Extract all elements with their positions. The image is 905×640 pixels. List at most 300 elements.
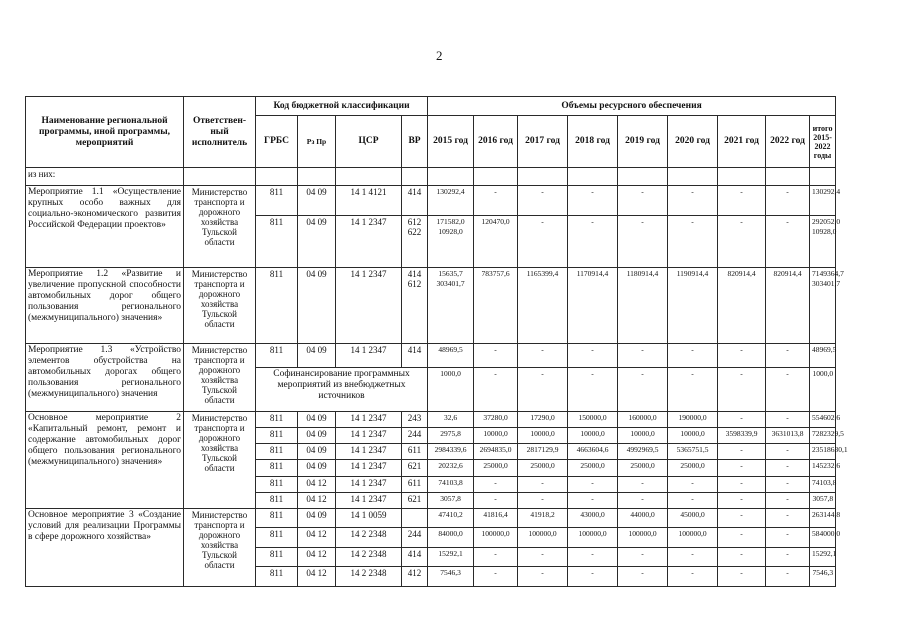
grbs-cell-line: 811 bbox=[269, 529, 284, 540]
year-cell bbox=[718, 547, 766, 567]
total-cell bbox=[810, 186, 841, 216]
year-cell-line: 2984339,6 bbox=[434, 445, 467, 455]
csr-cell bbox=[336, 508, 402, 528]
year-cell-line: - bbox=[740, 477, 743, 487]
grbs-cell-line: 811 bbox=[269, 269, 284, 279]
csr-cell bbox=[336, 428, 402, 444]
year-cell-line: 3057,8 bbox=[440, 493, 461, 503]
grbs-cell-line: 811 bbox=[269, 445, 284, 456]
executor: Министерство транспорта и дорожного хозяйства Тульской области bbox=[184, 186, 256, 268]
header-year: 2016 год bbox=[474, 116, 518, 168]
year-cell bbox=[428, 444, 474, 460]
year-cell-line: - bbox=[740, 509, 743, 519]
header-name: Наименование региональной программы, иной программы, мероприятий bbox=[26, 97, 184, 168]
year-cell bbox=[718, 508, 766, 528]
csr-cell bbox=[336, 268, 402, 344]
year-cell-line: - bbox=[591, 217, 594, 226]
total-cell bbox=[810, 508, 841, 528]
header-total: итого 2015-2022 годы bbox=[810, 116, 836, 168]
total-cell bbox=[810, 528, 841, 548]
year-cell bbox=[474, 528, 518, 548]
year-cell bbox=[518, 368, 568, 412]
rzpr-cell-line: 04 09 bbox=[306, 509, 327, 520]
year-cell bbox=[668, 508, 718, 528]
total-cell-line: 74103,8 bbox=[812, 477, 837, 487]
table-row bbox=[26, 268, 836, 344]
year-cell-line: 10000,0 bbox=[483, 429, 508, 439]
year-cell-line: 20232,6 bbox=[438, 461, 463, 471]
year-cell bbox=[474, 547, 518, 567]
csr-cell-line: 14 1 2347 bbox=[350, 345, 387, 355]
year-cell-line: 1190914,4 bbox=[676, 269, 709, 278]
year-cell-line: 100000,0 bbox=[481, 529, 510, 539]
year-cell-line: 2694835,0 bbox=[479, 445, 512, 455]
year-cell bbox=[518, 186, 568, 216]
year-cell-line: 1170914,4 bbox=[576, 269, 609, 278]
year-cell bbox=[766, 216, 810, 268]
vr-cell bbox=[402, 344, 428, 368]
year-cell bbox=[518, 268, 568, 344]
year-cell bbox=[766, 547, 810, 567]
vr-cell-line: 611 bbox=[407, 477, 422, 488]
executor: Министерство транспорта и дорожного хозяйства Тульской области bbox=[184, 508, 256, 586]
year-cell bbox=[568, 428, 618, 444]
year-cell bbox=[668, 368, 718, 412]
year-cell bbox=[518, 492, 568, 508]
total-cell bbox=[810, 460, 841, 476]
year-cell bbox=[766, 428, 810, 444]
year-cell-line: 37280,0 bbox=[483, 413, 508, 422]
year-cell bbox=[766, 476, 810, 492]
year-cell bbox=[668, 412, 718, 428]
rzpr-cell bbox=[298, 476, 336, 492]
year-cell-line: - bbox=[494, 369, 497, 378]
year-cell-line: - bbox=[541, 493, 544, 503]
csr-cell bbox=[336, 476, 402, 492]
vr-cell bbox=[402, 567, 428, 587]
year-cell-line: - bbox=[494, 493, 497, 503]
year-cell bbox=[618, 492, 668, 508]
year-cell bbox=[568, 268, 618, 344]
rzpr-cell bbox=[298, 528, 336, 548]
m13-name: Мероприятие 1.3 «Устройство элементов обустройства на автомобильных дорогах общего пользования регионального (межмуниципального) значения bbox=[26, 344, 184, 412]
table-row bbox=[26, 508, 836, 528]
year-cell bbox=[474, 567, 518, 587]
grbs-cell bbox=[256, 460, 298, 476]
vr-cell-line: 244 bbox=[407, 429, 422, 440]
total-cell-line: 15292,1 bbox=[812, 548, 837, 558]
year-cell bbox=[618, 268, 668, 344]
rzpr-cell bbox=[298, 508, 336, 528]
year-cell-line: - bbox=[786, 461, 789, 471]
year-cell bbox=[766, 186, 810, 216]
year-cell bbox=[766, 268, 810, 344]
total-cell-line: 263144,8 bbox=[812, 509, 841, 519]
total-cell bbox=[810, 567, 836, 587]
rzpr-cell bbox=[298, 216, 336, 268]
rzpr-cell bbox=[298, 460, 336, 476]
cofin-label: Софинансирование программных мероприятий из внебюджетных источников bbox=[256, 368, 428, 412]
vr-cell bbox=[402, 216, 428, 268]
year-cell bbox=[668, 460, 718, 476]
header-grbs: ГРБС bbox=[256, 116, 298, 168]
vr-cell bbox=[402, 444, 428, 460]
year-cell bbox=[428, 508, 474, 528]
rzpr-cell-line: 04 09 bbox=[306, 413, 327, 423]
csr-cell-line: 14 1 2347 bbox=[350, 493, 387, 504]
header-resources: Объемы ресурсного обеспечения bbox=[428, 97, 836, 116]
total-cell-line: 554602,6 bbox=[812, 413, 841, 422]
year-cell-line: - bbox=[786, 369, 789, 378]
vr-cell-line: 621 bbox=[407, 461, 422, 472]
year-cell-line: 100000,0 bbox=[628, 529, 657, 539]
rzpr-cell-line: 04 12 bbox=[306, 493, 327, 504]
grbs-cell-line: 811 bbox=[269, 345, 284, 355]
csr-cell-line: 14 1 4121 bbox=[350, 187, 387, 197]
year-cell-line: - bbox=[494, 548, 497, 558]
year-cell bbox=[718, 460, 766, 476]
rzpr-cell-line: 04 12 bbox=[306, 548, 327, 559]
total-cell bbox=[810, 268, 844, 344]
vr-cell bbox=[402, 186, 428, 216]
total-cell-line: 292052,0 bbox=[812, 217, 841, 226]
year-cell-line: 43000,0 bbox=[580, 509, 605, 519]
year-cell-line: 820914,4 bbox=[773, 269, 802, 278]
year-cell-line: - bbox=[494, 345, 497, 354]
rzpr-cell-line: 04 09 bbox=[306, 429, 327, 440]
m2-name: Основное мероприятие 2 «Капитальный ремонт, ремонт и содержание автомобильных дорог общего пользования регионального (межмуниципального) значения» bbox=[26, 412, 184, 509]
year-cell bbox=[474, 344, 518, 368]
year-cell bbox=[668, 547, 718, 567]
year-cell bbox=[618, 186, 668, 216]
year-cell bbox=[474, 444, 518, 460]
csr-cell-line: 14 1 2347 bbox=[350, 477, 387, 488]
executor: Министерство транспорта и дорожного хозяйства Тульской области bbox=[184, 344, 256, 412]
year-cell bbox=[518, 476, 568, 492]
year-cell-line: 44000,0 bbox=[630, 509, 655, 519]
year-cell-line: 1000,0 bbox=[440, 369, 461, 378]
year-cell-line: 4992969,5 bbox=[626, 445, 659, 455]
csr-cell-line: 14 1 2347 bbox=[350, 429, 387, 440]
grbs-cell-line: 811 bbox=[269, 413, 284, 423]
vr-cell-line: 414 bbox=[407, 187, 422, 197]
year-cell-line: - bbox=[786, 445, 789, 455]
year-cell bbox=[518, 216, 568, 268]
header-year: 2017 год bbox=[518, 116, 568, 168]
csr-cell bbox=[336, 216, 402, 268]
header-csr: ЦСР bbox=[336, 116, 402, 168]
year-cell-line: 100000,0 bbox=[678, 529, 707, 539]
year-cell-line: 10928,0 bbox=[438, 227, 463, 236]
year-cell bbox=[766, 444, 810, 460]
year-cell bbox=[618, 216, 668, 268]
year-cell bbox=[618, 547, 668, 567]
year-cell-line: - bbox=[641, 345, 644, 354]
year-cell bbox=[568, 412, 618, 428]
csr-cell bbox=[336, 412, 402, 428]
year-cell bbox=[718, 268, 766, 344]
year-cell bbox=[428, 412, 474, 428]
year-cell-line: - bbox=[740, 345, 743, 354]
year-cell bbox=[474, 428, 518, 444]
year-cell bbox=[668, 528, 718, 548]
rzpr-cell-line: 04 09 bbox=[306, 217, 327, 227]
year-cell-line: 120470,0 bbox=[481, 217, 510, 226]
csr-cell bbox=[336, 567, 402, 587]
rzpr-cell bbox=[298, 344, 336, 368]
vr-cell bbox=[402, 476, 428, 492]
m12-name: Мероприятие 1.2 «Развитие и увеличение пропускной способности автомобильных дорог общего пользования регионального (межмуниципального) значения» bbox=[26, 268, 184, 344]
year-cell bbox=[618, 428, 668, 444]
total-cell-line: 48969,5 bbox=[812, 345, 837, 354]
grbs-cell bbox=[256, 428, 298, 444]
grbs-cell bbox=[256, 412, 298, 428]
year-cell bbox=[568, 508, 618, 528]
year-cell-line: - bbox=[641, 187, 644, 196]
year-cell bbox=[766, 344, 810, 368]
year-cell bbox=[718, 444, 766, 460]
year-cell bbox=[428, 428, 474, 444]
year-cell bbox=[474, 476, 518, 492]
table-row bbox=[26, 186, 836, 216]
rzpr-cell bbox=[298, 412, 336, 428]
year-cell bbox=[518, 444, 568, 460]
vr-cell-line: 622 bbox=[407, 227, 422, 237]
total-cell-line: 3057,8 bbox=[812, 493, 834, 503]
total-cell-line: 7282329,5 bbox=[812, 429, 844, 439]
year-cell bbox=[428, 476, 474, 492]
year-cell bbox=[474, 268, 518, 344]
year-cell bbox=[568, 528, 618, 548]
grbs-cell bbox=[256, 444, 298, 460]
resource-table bbox=[25, 96, 848, 587]
year-cell-line: 2975,8 bbox=[440, 429, 461, 439]
year-cell bbox=[518, 412, 568, 428]
year-cell bbox=[428, 528, 474, 548]
header-budget-code: Код бюджетной классификации bbox=[256, 97, 428, 116]
grbs-cell-line: 811 bbox=[269, 548, 284, 559]
year-cell-line: - bbox=[740, 493, 743, 503]
year-cell-line: - bbox=[691, 369, 694, 378]
total-cell-line: 23518630,1 bbox=[812, 445, 848, 455]
year-cell-line: - bbox=[591, 548, 594, 558]
year-cell bbox=[568, 216, 618, 268]
year-cell bbox=[428, 216, 474, 268]
year-cell bbox=[568, 567, 618, 587]
csr-cell bbox=[336, 444, 402, 460]
vr-cell bbox=[402, 528, 428, 548]
year-cell bbox=[568, 444, 618, 460]
year-cell-line: 15292,1 bbox=[438, 548, 463, 558]
year-cell bbox=[474, 460, 518, 476]
year-cell-line: 10000,0 bbox=[630, 429, 655, 439]
year-cell-line: - bbox=[591, 345, 594, 354]
grbs-cell bbox=[256, 216, 298, 268]
year-cell-line: - bbox=[641, 369, 644, 378]
vr-cell-line: 244 bbox=[407, 529, 422, 540]
grbs-cell-line: 811 bbox=[269, 509, 284, 520]
grbs-cell-line: 811 bbox=[269, 493, 284, 504]
grbs-cell bbox=[256, 268, 298, 344]
year-cell bbox=[568, 547, 618, 567]
vr-cell bbox=[402, 412, 428, 428]
year-cell bbox=[518, 508, 568, 528]
year-cell-line: - bbox=[691, 493, 694, 503]
year-cell bbox=[618, 368, 668, 412]
grbs-cell-line: 811 bbox=[269, 461, 284, 472]
year-cell-line: 5365751,5 bbox=[676, 445, 709, 455]
year-cell bbox=[766, 567, 810, 587]
year-cell-line: 25000,0 bbox=[580, 461, 605, 471]
header-vr: ВР bbox=[402, 116, 428, 168]
year-cell-line: - bbox=[541, 568, 544, 578]
year-cell-line: - bbox=[786, 493, 789, 503]
vr-cell-line: 611 bbox=[407, 445, 422, 456]
grbs-cell bbox=[256, 508, 298, 528]
vr-cell-line: 243 bbox=[407, 413, 422, 423]
csr-cell-line: 14 1 2347 bbox=[350, 445, 387, 456]
year-cell-line: 15635,7 bbox=[438, 269, 463, 278]
year-cell bbox=[618, 476, 668, 492]
year-cell-line: - bbox=[591, 568, 594, 578]
year-cell-line: - bbox=[591, 493, 594, 503]
year-cell bbox=[428, 344, 474, 368]
year-cell bbox=[618, 444, 668, 460]
total-cell bbox=[810, 344, 836, 368]
header-year: 2018 год bbox=[568, 116, 618, 168]
year-cell-line: 41816,4 bbox=[483, 509, 508, 519]
year-cell-line: - bbox=[541, 477, 544, 487]
csr-cell-line: 14 1 2347 bbox=[350, 269, 387, 279]
year-cell bbox=[428, 268, 474, 344]
year-cell bbox=[668, 428, 718, 444]
header-executor: Ответствен-ный исполнитель bbox=[184, 97, 256, 168]
rzpr-cell bbox=[298, 547, 336, 567]
csr-cell-line: 14 1 2347 bbox=[350, 217, 387, 227]
csr-cell-line: 14 1 0059 bbox=[350, 509, 387, 520]
vr-cell bbox=[402, 428, 428, 444]
total-cell-line: 303401,7 bbox=[812, 279, 841, 288]
year-cell bbox=[518, 547, 568, 567]
total-cell bbox=[810, 216, 841, 268]
year-cell-line: 160000,0 bbox=[628, 413, 657, 422]
year-cell bbox=[618, 528, 668, 548]
subheader-row bbox=[26, 168, 836, 186]
year-cell bbox=[568, 492, 618, 508]
year-cell-line: - bbox=[691, 217, 694, 226]
executor: Министерство транспорта и дорожного хозяйства Тульской области bbox=[184, 268, 256, 344]
rzpr-cell bbox=[298, 567, 336, 587]
csr-cell-line: 14 1 2347 bbox=[350, 461, 387, 472]
year-cell-line: 190000,0 bbox=[678, 413, 707, 422]
total-cell bbox=[810, 492, 836, 508]
year-cell-line: - bbox=[691, 345, 694, 354]
total-cell bbox=[810, 444, 848, 460]
year-cell-line: - bbox=[786, 345, 789, 354]
year-cell-line: - bbox=[786, 187, 789, 196]
year-cell-line: 25000,0 bbox=[630, 461, 655, 471]
year-cell-line: 171582,0 bbox=[436, 217, 465, 226]
year-cell bbox=[668, 186, 718, 216]
rzpr-cell-line: 04 09 bbox=[306, 445, 327, 456]
year-cell-line: - bbox=[691, 477, 694, 487]
year-cell bbox=[766, 528, 810, 548]
year-cell bbox=[766, 412, 810, 428]
year-cell bbox=[428, 368, 474, 412]
year-cell-line: - bbox=[591, 187, 594, 196]
year-cell-line: - bbox=[641, 217, 644, 226]
year-cell bbox=[428, 567, 474, 587]
csr-cell bbox=[336, 186, 402, 216]
year-cell bbox=[618, 460, 668, 476]
total-cell bbox=[810, 547, 836, 567]
year-cell-line: - bbox=[786, 217, 789, 226]
csr-cell-line: 14 2 2348 bbox=[350, 548, 387, 559]
grbs-cell bbox=[256, 186, 298, 216]
year-cell-line: - bbox=[541, 369, 544, 378]
year-cell bbox=[718, 492, 766, 508]
year-cell-line: - bbox=[786, 529, 789, 539]
year-cell bbox=[668, 567, 718, 587]
year-cell bbox=[428, 492, 474, 508]
total-cell-line: 1000,0 bbox=[812, 369, 834, 378]
year-cell-line: - bbox=[591, 477, 594, 487]
year-cell bbox=[718, 476, 766, 492]
year-cell bbox=[668, 476, 718, 492]
year-cell bbox=[618, 567, 668, 587]
year-cell-line: 84000,0 bbox=[438, 529, 463, 539]
header-year: 2020 год bbox=[668, 116, 718, 168]
year-cell bbox=[428, 186, 474, 216]
year-cell bbox=[428, 547, 474, 567]
header-year: 2022 год bbox=[766, 116, 810, 168]
year-cell bbox=[718, 344, 766, 368]
year-cell-line: 1180914,4 bbox=[626, 269, 659, 278]
year-cell-line: 25000,0 bbox=[680, 461, 705, 471]
rzpr-cell-line: 04 12 bbox=[306, 477, 327, 488]
year-cell-line: 100000,0 bbox=[528, 529, 557, 539]
year-cell-line: - bbox=[641, 477, 644, 487]
year-cell bbox=[718, 567, 766, 587]
year-cell bbox=[718, 412, 766, 428]
header-row-1 bbox=[26, 97, 836, 116]
year-cell-line: - bbox=[494, 477, 497, 487]
year-cell-line: 303401,7 bbox=[436, 279, 465, 288]
vr-cell-line: 612 bbox=[407, 279, 422, 289]
grbs-cell bbox=[256, 344, 298, 368]
rzpr-cell-line: 04 12 bbox=[306, 568, 327, 579]
year-cell bbox=[766, 508, 810, 528]
year-cell-line: - bbox=[494, 187, 497, 196]
year-cell bbox=[518, 428, 568, 444]
vr-cell bbox=[402, 268, 428, 344]
year-cell-line: 150000,0 bbox=[578, 413, 607, 422]
year-cell-line: - bbox=[591, 369, 594, 378]
rzpr-cell-line: 04 09 bbox=[306, 187, 327, 197]
year-cell bbox=[718, 216, 766, 268]
year-cell bbox=[766, 492, 810, 508]
year-cell-line: 4663604,6 bbox=[576, 445, 609, 455]
year-cell-line: 41918,2 bbox=[530, 509, 555, 519]
year-cell-line: 17290,0 bbox=[530, 413, 555, 422]
year-cell-line: - bbox=[641, 568, 644, 578]
year-cell-line: - bbox=[541, 548, 544, 558]
year-cell bbox=[568, 476, 618, 492]
grbs-cell-line: 811 bbox=[269, 187, 284, 197]
grbs-cell bbox=[256, 547, 298, 567]
year-cell bbox=[518, 528, 568, 548]
year-cell-line: 25000,0 bbox=[530, 461, 555, 471]
